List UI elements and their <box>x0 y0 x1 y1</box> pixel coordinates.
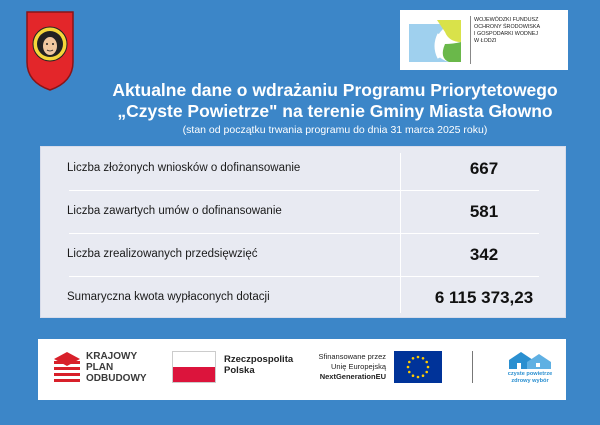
cp-line-1: czyste powietrze <box>507 371 553 377</box>
row-value: 581 <box>469 202 499 221</box>
kpo-line-2: PLAN <box>86 362 114 373</box>
title-line-2: „Czyste Powietrze" na terenie Gminy Miasta Głowno <box>117 101 553 121</box>
wfos-line-1: WOJEWÓDZKI FUNDUSZ <box>474 17 539 23</box>
kpo-stripes-icon <box>54 352 80 386</box>
eu-funding-text <box>300 352 386 382</box>
eu-flag-icon <box>394 351 442 383</box>
footer-logos <box>38 339 566 400</box>
row-value: 667 <box>469 159 499 178</box>
kpo-line-3: ODBUDOWY <box>86 373 147 384</box>
eu-line-1: Sfinansowane przez <box>318 352 386 361</box>
wfos-divider <box>470 16 471 64</box>
kpo-line-1: KRAJOWY <box>86 351 138 362</box>
page-subtitle: (stan od początku trwania programu do dnia 31 marca 2025 roku) <box>182 124 488 136</box>
eu-line-2: Unię Europejską <box>330 362 386 371</box>
row-value: 6 115 373,23 <box>434 288 534 307</box>
row-label: Liczba złożonych wniosków o dofinansowanie <box>67 162 301 174</box>
city-crest-logo <box>25 10 75 92</box>
czyste-powietrze-house-icon <box>505 350 555 370</box>
row-label: Sumaryczna kwota wypłaconych dotacji <box>67 291 270 303</box>
pl-line-2: Polska <box>224 365 255 376</box>
row-label: Liczba zrealizowanych przedsięwzięć <box>67 248 258 260</box>
table-row <box>41 190 567 233</box>
table-row <box>41 233 567 276</box>
pl-line-1: Rzeczpospolita <box>224 354 294 365</box>
footer-divider <box>472 351 473 383</box>
row-value: 342 <box>469 245 499 264</box>
wfos-water-drop-icon <box>405 14 465 66</box>
wfos-name <box>474 17 566 45</box>
stats-table <box>40 146 566 318</box>
wfos-line-3: I GOSPODARKI WODNEJ <box>474 31 539 37</box>
kpo-name <box>86 351 147 384</box>
poland-name <box>224 354 293 376</box>
eu-line-3: NextGenerationEU <box>319 372 386 381</box>
table-row <box>41 147 567 190</box>
wfos-line-2: OCHRONY ŚRODOWISKA <box>474 24 541 30</box>
wfos-logo-box <box>400 10 568 70</box>
row-label: Liczba zawartych umów o dofinansowanie <box>67 205 282 217</box>
cp-line-2: zdrowy wybór <box>511 378 549 384</box>
title-line-1: Aktualne dane o wdrażaniu Programu Priorytetowego <box>112 80 558 100</box>
page-title <box>90 80 580 122</box>
czyste-powietrze-name <box>500 371 560 385</box>
poland-flag-icon <box>172 351 216 383</box>
wfos-line-4: W ŁODZI <box>474 38 497 44</box>
table-row <box>41 276 567 319</box>
